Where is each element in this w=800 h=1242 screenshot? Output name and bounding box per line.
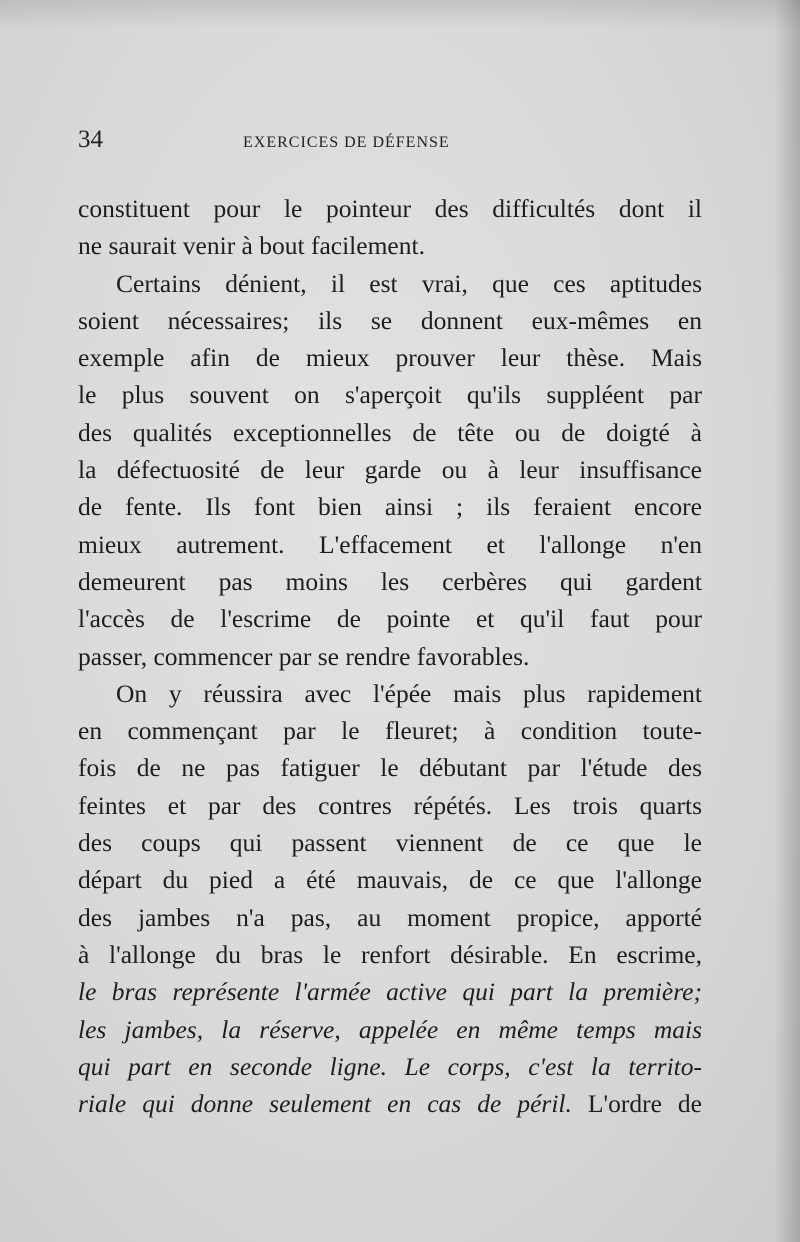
text-line: en commençant par le fleuret; à condition toute-	[78, 716, 702, 746]
roman-segment: L'ordre de	[587, 1089, 702, 1119]
text-line-italic: qui part en seconde ligne. Le corps, c'est la territo-	[78, 1051, 702, 1081]
text-line: exemple afin de mieux prouver leur thèse. Mais	[78, 343, 702, 373]
page-shadow-top	[0, 0, 800, 30]
text-line: feintes et par des contres répétés. Les trois quarts	[78, 790, 702, 820]
page-header	[78, 126, 702, 166]
page-shadow-right	[774, 0, 800, 1242]
text-line: passer, commencer par se rendre favorables.	[78, 641, 530, 671]
text-line: des jambes n'a pas, au moment propice, apporté	[78, 902, 702, 932]
text-line: l'accès de l'escrime de pointe et qu'il faut pour	[78, 604, 702, 634]
text-line: On y réussira avec l'épée mais plus rapidement	[116, 678, 702, 708]
text-line: à l'allonge du bras le renfort désirable. En escrime,	[78, 939, 702, 969]
text-line: ne saurait venir à bout facilement.	[78, 231, 425, 261]
text-line-italic: le bras représente l'armée active qui part la première;	[78, 977, 702, 1007]
text-line: des qualités exceptionnelles de tête ou de doigté à	[78, 417, 702, 447]
text-line: mieux autrement. L'effacement et l'allonge n'en	[78, 529, 702, 559]
body-text	[78, 190, 702, 1122]
text-line: soient nécessaires; ils se donnent eux-mêmes en	[78, 305, 702, 335]
text-line: demeurent pas moins les cerbères qui gardent	[78, 566, 702, 596]
italic-segment: riale qui donne seulement en cas de péril.	[78, 1089, 572, 1119]
text-line: la défectuosité de leur garde ou à leur insuffisance	[78, 455, 702, 485]
text-line-italic: les jambes, la réserve, appelée en même temps mais	[78, 1014, 702, 1044]
text-line: constituent pour le pointeur des difficultés dont il	[78, 194, 702, 223]
text-line: départ du pied a été mauvais, de ce que l'allonge	[78, 865, 702, 895]
text-line: le plus souvent on s'aperçoit qu'ils suppléent par	[78, 380, 702, 410]
running-head: EXERCICES DE DÉFENSE	[243, 134, 450, 151]
text-line-mixed	[78, 1085, 702, 1122]
page-number: 34	[78, 126, 103, 153]
text-line: des coups qui passent viennent de ce que le	[78, 828, 702, 858]
text-line: de fente. Ils font bien ainsi ; ils feraient encore	[78, 492, 702, 522]
text-line: Certains dénient, il est vrai, que ces aptitudes	[116, 268, 702, 298]
text-line: fois de ne pas fatiguer le débutant par l'étude des	[78, 753, 702, 783]
